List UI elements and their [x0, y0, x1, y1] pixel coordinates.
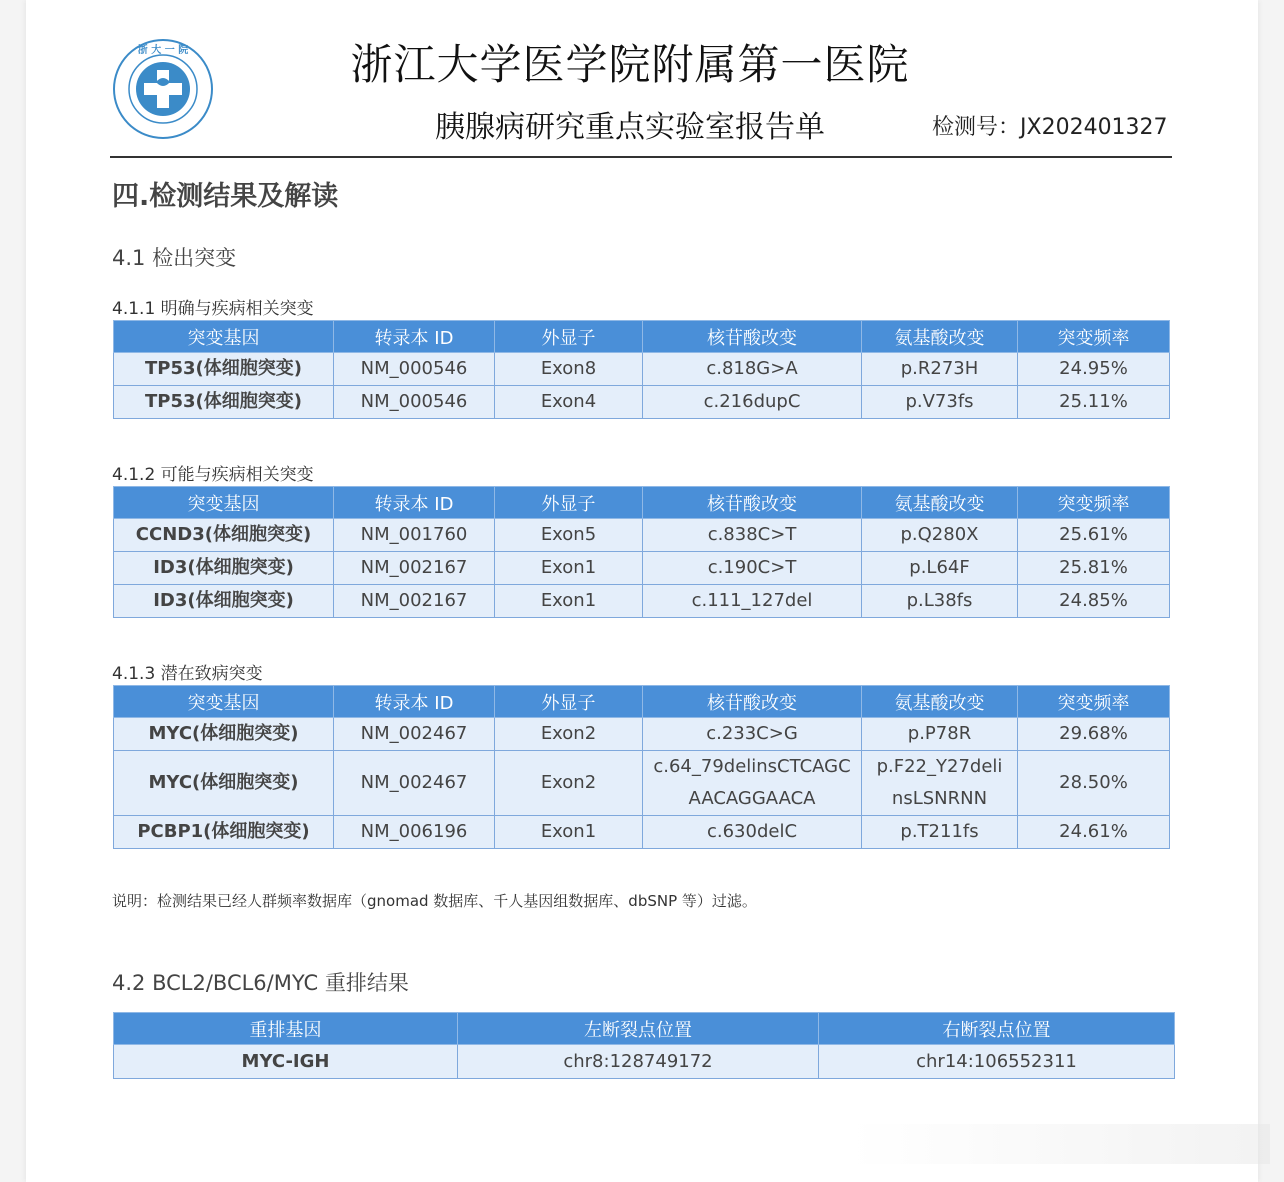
- test-number-value: JX202401327: [1020, 115, 1168, 140]
- table-row: [114, 386, 1170, 419]
- exon-cell: Exon1: [495, 816, 643, 849]
- gene-cell: ID3(体细胞突变): [114, 585, 334, 618]
- header-divider: [110, 156, 1172, 158]
- table-rearrangement: [113, 1012, 1175, 1079]
- nucleotide-cell: c.838C>T: [643, 519, 862, 552]
- report-title: 胰腺病研究重点实验室报告单: [435, 110, 825, 145]
- col-header: 转录本 ID: [334, 487, 495, 519]
- transcript-cell: NM_001760: [334, 519, 495, 552]
- test-number-label: 检测号：: [932, 115, 1021, 140]
- nucleotide-cell: c.190C>T: [643, 552, 862, 585]
- table-row: [114, 816, 1170, 849]
- table-definite-mutations: [113, 320, 1170, 419]
- subsection-4-2: 4.2 BCL2/BCL6/MYC 重排结果: [112, 971, 409, 995]
- transcript-cell: NM_000546: [334, 353, 495, 386]
- transcript-cell: NM_002467: [334, 718, 495, 751]
- transcript-cell: NM_002167: [334, 585, 495, 618]
- table-row: [114, 1045, 1175, 1079]
- table-row: [114, 751, 1170, 816]
- col-header: 右断裂点位置: [819, 1013, 1175, 1045]
- hospital-name: 浙江大学医学院附属第一医院: [350, 40, 910, 89]
- gene-cell: CCND3(体细胞突变): [114, 519, 334, 552]
- nucleotide-cell: c.818G>A: [643, 353, 862, 386]
- col-header: 突变基因: [114, 487, 334, 519]
- col-header: 氨基酸改变: [862, 321, 1018, 353]
- watermark: [850, 1124, 1270, 1164]
- rearranged-gene-cell: MYC-IGH: [114, 1045, 458, 1079]
- exon-cell: Exon5: [495, 519, 643, 552]
- table-possible-mutations: [113, 486, 1170, 618]
- filter-note: 说明：检测结果已经人群频率数据库（gnomad 数据库、千人基因组数据库、dbSNP 等）过滤。: [112, 892, 757, 910]
- col-header: 核苷酸改变: [643, 487, 862, 519]
- exon-cell: Exon2: [495, 718, 643, 751]
- col-header: 核苷酸改变: [643, 321, 862, 353]
- table-potential-mutations: [113, 685, 1170, 849]
- col-header: 转录本 ID: [334, 686, 495, 718]
- col-header: 左断裂点位置: [458, 1013, 819, 1045]
- frequency-cell: 25.81%: [1018, 552, 1170, 585]
- amino-acid-cell: p.L64F: [862, 552, 1018, 585]
- subsection-4-1-2: 4.1.2 可能与疾病相关突变: [112, 465, 314, 485]
- frequency-cell: 25.61%: [1018, 519, 1170, 552]
- amino-acid-cell: p.P78R: [862, 718, 1018, 751]
- col-header: 核苷酸改变: [643, 686, 862, 718]
- gene-cell: ID3(体细胞突变): [114, 552, 334, 585]
- table-row: [114, 353, 1170, 386]
- col-header: 突变频率: [1018, 487, 1170, 519]
- col-header: 突变基因: [114, 686, 334, 718]
- table-header-row: [114, 1013, 1175, 1045]
- col-header: 突变频率: [1018, 686, 1170, 718]
- col-header: 外显子: [495, 487, 643, 519]
- table-row: [114, 519, 1170, 552]
- amino-acid-cell: [862, 751, 1018, 816]
- table-row: [114, 585, 1170, 618]
- exon-cell: Exon4: [495, 386, 643, 419]
- col-header: 转录本 ID: [334, 321, 495, 353]
- transcript-cell: NM_006196: [334, 816, 495, 849]
- exon-cell: Exon2: [495, 751, 643, 816]
- amino-acid-cell: p.V73fs: [862, 386, 1018, 419]
- left-breakpoint-cell: chr8:128749172: [458, 1045, 819, 1079]
- col-header: 外显子: [495, 321, 643, 353]
- amino-acid-line: nsLSNRNN: [891, 788, 988, 809]
- svg-text:1947: 1947: [156, 63, 170, 69]
- frequency-cell: 24.85%: [1018, 585, 1170, 618]
- nucleotide-cell: c.111_127del: [643, 585, 862, 618]
- col-header: 氨基酸改变: [862, 686, 1018, 718]
- section-title: 四.检测结果及解读: [112, 181, 339, 212]
- nucleotide-cell: [643, 751, 862, 816]
- transcript-cell: NM_000546: [334, 386, 495, 419]
- transcript-cell: NM_002167: [334, 552, 495, 585]
- col-header: 重排基因: [114, 1013, 458, 1045]
- amino-acid-cell: p.L38fs: [862, 585, 1018, 618]
- nucleotide-cell: c.233C>G: [643, 718, 862, 751]
- amino-acid-cell: p.R273H: [862, 353, 1018, 386]
- exon-cell: Exon8: [495, 353, 643, 386]
- gene-cell: TP53(体细胞突变): [114, 386, 334, 419]
- test-number: [932, 110, 1168, 141]
- frequency-cell: 24.95%: [1018, 353, 1170, 386]
- col-header: 氨基酸改变: [862, 487, 1018, 519]
- hospital-logo: [112, 38, 214, 140]
- exon-cell: Exon1: [495, 552, 643, 585]
- gene-cell: MYC(体细胞突变): [114, 751, 334, 816]
- nucleotide-cell: c.630delC: [643, 816, 862, 849]
- table-header-row: [114, 487, 1170, 519]
- frequency-cell: 25.11%: [1018, 386, 1170, 419]
- table-header-row: [114, 686, 1170, 718]
- nucleotide-cell: c.216dupC: [643, 386, 862, 419]
- col-header: 突变基因: [114, 321, 334, 353]
- exon-cell: Exon1: [495, 585, 643, 618]
- amino-acid-cell: p.Q280X: [862, 519, 1018, 552]
- subsection-4-1: 4.1 检出突变: [112, 246, 237, 270]
- frequency-cell: 29.68%: [1018, 718, 1170, 751]
- gene-cell: TP53(体细胞突变): [114, 353, 334, 386]
- gene-cell: MYC(体细胞突变): [114, 718, 334, 751]
- subsection-4-1-1: 4.1.1 明确与疾病相关突变: [112, 299, 314, 319]
- gene-cell: PCBP1(体细胞突变): [114, 816, 334, 849]
- nucleotide-line: AACAGGAACA: [688, 788, 816, 809]
- col-header: 突变频率: [1018, 321, 1170, 353]
- table-header-row: [114, 321, 1170, 353]
- amino-acid-cell: p.T211fs: [862, 816, 1018, 849]
- table-row: [114, 718, 1170, 751]
- right-breakpoint-cell: chr14:106552311: [819, 1045, 1175, 1079]
- nucleotide-line: c.64_79delinsCTCAGC: [653, 756, 851, 777]
- svg-text:浙 大 一 院: 浙 大 一 院: [137, 45, 189, 56]
- frequency-cell: 24.61%: [1018, 816, 1170, 849]
- amino-acid-line: p.F22_Y27deli: [876, 756, 1003, 777]
- col-header: 外显子: [495, 686, 643, 718]
- subsection-4-1-3: 4.1.3 潜在致病突变: [112, 664, 263, 684]
- frequency-cell: 28.50%: [1018, 751, 1170, 816]
- table-row: [114, 552, 1170, 585]
- transcript-cell: NM_002467: [334, 751, 495, 816]
